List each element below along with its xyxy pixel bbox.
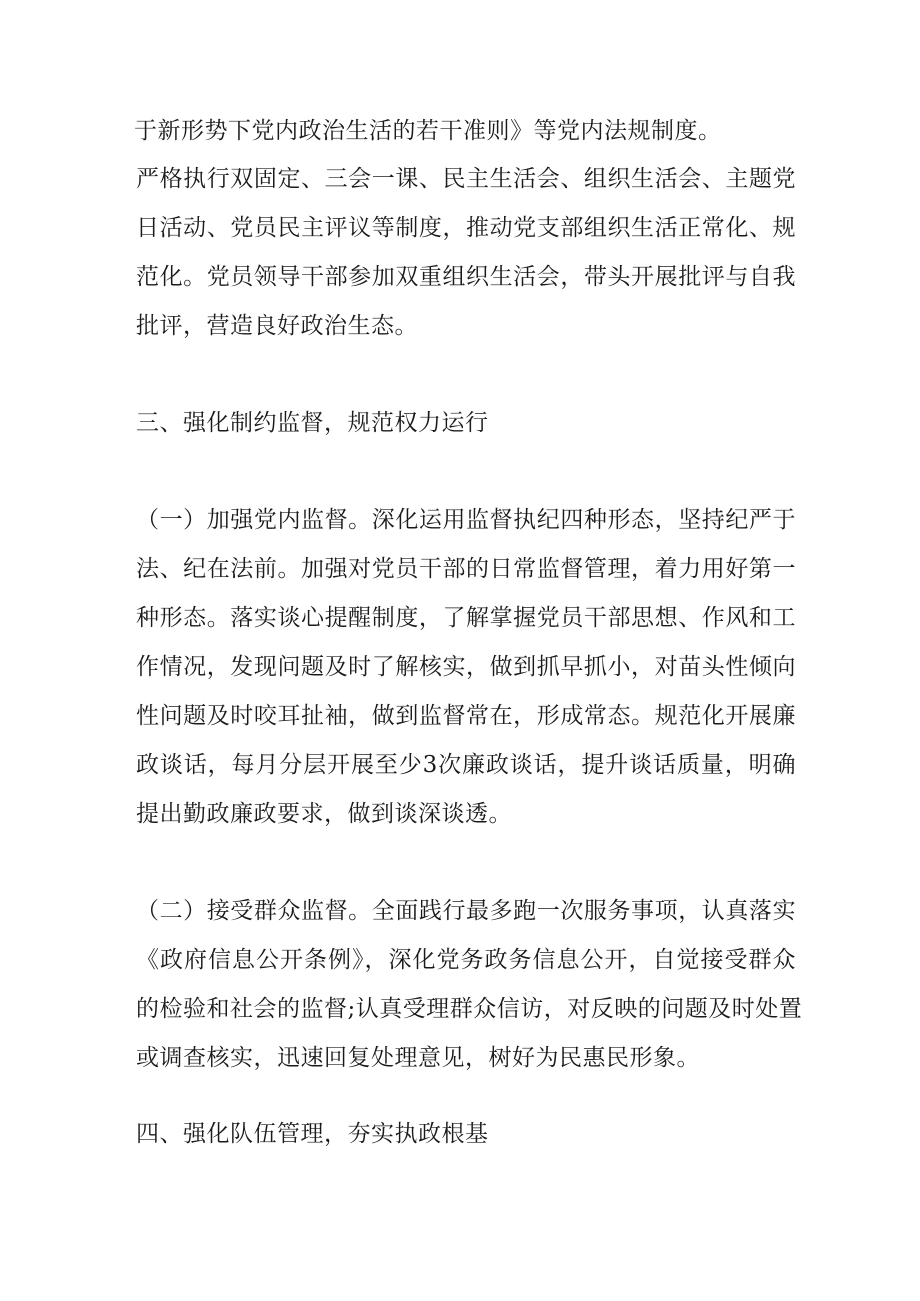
- paragraph-line: 提出勤政廉政要求，做到谈深谈透。: [136, 801, 512, 827]
- section-heading-3: 三、强化制约监督，规范权力运行: [136, 410, 489, 436]
- paragraph-line: （二）接受群众监督。全面践行最多跑一次服务事项，认真落实: [136, 898, 796, 924]
- paragraph-line: 日活动、党员民主评议等制度，推动党支部组织生活正常化、规: [136, 215, 796, 241]
- paragraph-line: 的检验和社会的监督;认真受理群众信访，对反映的问题及时处置: [136, 996, 803, 1022]
- paragraph-line: 批评，营造良好政治生态。: [136, 313, 418, 339]
- paragraph-line: 性问题及时咬耳扯袖，做到监督常在，形成常态。规范化开展廉: [136, 703, 796, 729]
- paragraph-line: 《政府信息公开条例》，深化党务政务信息公开，自觉接受群众: [136, 947, 796, 973]
- paragraph-line: 法、纪在法前。加强对党员干部的日常监督管理，着力用好第一: [136, 556, 796, 582]
- paragraph-line: （一）加强党内监督。深化运用监督执纪四种形态，坚持纪严于: [136, 507, 796, 533]
- paragraph-line: 作情况，发现问题及时了解核实，做到抓早抓小，对苗头性倾向: [136, 654, 796, 680]
- paragraph-line: 政谈话，每月分层开展至少3次廉政谈话，提升谈话质量，明确: [136, 752, 796, 778]
- section-heading-4: 四、强化队伍管理，夯实执政根基: [136, 1121, 489, 1147]
- paragraph-continuation-line-1: 于新形势下党内政治生活的若干准则》等党内法规制度。: [134, 118, 722, 144]
- paragraph-line: 或调查核实，迅速回复处理意见，树好为民惠民形象。: [136, 1045, 700, 1071]
- paragraph-line: 种形态。落实谈心提醒制度，了解掌握党员干部思想、作风和工: [136, 605, 796, 631]
- paragraph-line: 范化。党员领导干部参加双重组织生活会，带头开展批评与自我: [136, 264, 796, 290]
- paragraph-line: 严格执行双固定、三会一课、民主生活会、组织生活会、主题党: [136, 166, 796, 192]
